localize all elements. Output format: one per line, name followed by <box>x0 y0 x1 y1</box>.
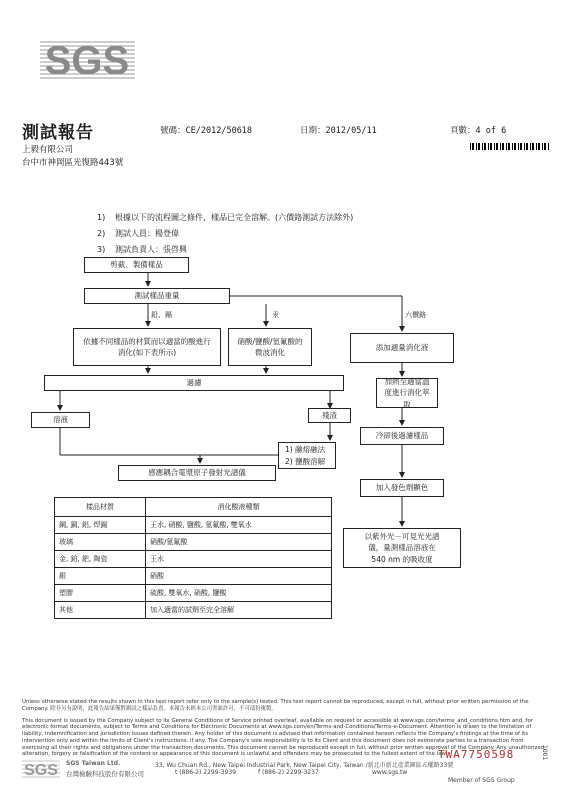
footer-company-en: SGS Taiwan Ltd. <box>66 760 121 767</box>
column-header: 樣品材質 <box>55 498 146 517</box>
table-header-row <box>55 498 332 517</box>
svg-text:SGS: SGS <box>24 762 58 778</box>
page-indicator: 頁數：4 of 6 <box>450 126 507 136</box>
footer-address: 33, Wu Chuan Rd., New Taipei Industrial Park, New Taipei City, Taiwan /新北市新北產業園區五權路33號 <box>155 762 454 769</box>
flow-step-residue: 殘渣 <box>308 408 351 423</box>
legal-disclaimer: Unless otherwise stated the results shown in this test report refer only to the sample(s) tested. This test report cannot be reproduced, except in full, without prior written permission of the Company. 除非另有說明，此報告結果僅對測試之樣品負責。本報告未經本公司書面許可，不可部份複製。 This document is issued by the Company subject to its General Conditions of Service printed overleaf, available on request or accessible at www.sgs.com/terms_and_conditions.htm and, for electronic format documents, subject to Terms and Conditions for Electronic Documents at www.sgs.com/en/Terms-and-Conditions/Terms-e-Document. Attention is drawn to the limitation of liability, indemnification and jurisdiction issues defined therein. Any holder of this document is advised that information contained hereon reflects the Company's findings at the time of its intervention only and within the limits of Client's instructions, if any. The Company's sole responsibility is to its Client and this document does not exonerate parties to a transaction from exercising all their rights and obligations under the transaction documents. This document cannot be reproduced except in full, without prior written approval of the Company. Any unauthorized alteration, forgery or falsification of the content or appearance of this document is unlawful and offenders may be prosecuted to the fullest extent of the law. <box>22 699 545 758</box>
svg-text:SGS: SGS <box>44 39 130 80</box>
digestion-acid-table <box>54 497 332 619</box>
client-address: 台中市神岡區光復路443號 <box>22 158 124 168</box>
table-row <box>55 602 332 619</box>
flow-step-solution: 溶液 <box>31 412 90 428</box>
table-row <box>55 551 332 568</box>
footer-website: www.sgs.tw <box>372 769 408 776</box>
note-item: 2) 測試人員：楊登偉 <box>97 229 179 238</box>
table-row <box>55 585 332 602</box>
table-cell: 金, 鉑, 鈀, 陶瓷 <box>55 551 146 568</box>
column-header: 消化酸液種類 <box>146 498 332 517</box>
table-cell: 塑膠 <box>55 585 146 602</box>
footer-fax: f (886-2) 2299-3237 <box>258 769 319 776</box>
note-item: 1) 根據以下的流程圖之條件，樣品已完全溶解。(六價鉻測試方法除外) <box>97 213 354 222</box>
flow-step-acid-digest: 依據不同樣品的材質而以適當的酸進行消化(如下表所示) <box>73 328 221 366</box>
report-date: 日期：2012/05/11 <box>300 126 377 136</box>
table-row <box>55 534 332 551</box>
table-cell: 硫酸, 雙氧水, 硝酸, 鹽酸 <box>146 585 332 602</box>
table-cell: 王水 <box>146 551 332 568</box>
table-cell: 其他 <box>55 602 146 619</box>
flow-step-filter: 過濾 <box>44 375 344 391</box>
branch-label-cr6: 六價鉻 <box>405 311 426 319</box>
flow-step-cr-uv: 以紫外光－可見光光譜 儀，量測樣品溶液在 540 nm 的吸收度 <box>343 528 461 568</box>
footer-phone: t (886-2) 2299-3939 <box>175 769 236 776</box>
branch-label-pb-cd: 鉛、鎘 <box>151 311 172 319</box>
flow-step-cr-add: 添加適量消化液 <box>350 333 454 363</box>
flow-step-cr-heat: 加熱至適當溫度進行消化萃取 <box>376 378 438 408</box>
table-cell: 鋼, 銅, 鋁, 焊錫 <box>55 517 146 534</box>
table-cell: 硝酸/氫氟酸 <box>146 534 332 551</box>
branch-label-hg: 汞 <box>272 311 279 319</box>
flow-step-icp: 感應耦合電漿原子發射光譜儀 <box>118 465 276 481</box>
table-cell: 硝酸 <box>146 568 332 585</box>
table-cell: 加入適當的試劑至完全溶解 <box>146 602 332 619</box>
flow-step-cr-color: 加入發色劑顯色 <box>360 479 444 497</box>
page-title: 測試報告 <box>22 123 94 143</box>
table-row <box>55 517 332 534</box>
serial-number: TWA7750598 <box>438 748 515 761</box>
note-item: 3) 測試負責人：張啓興 <box>97 245 187 254</box>
report-number: 號碼：CE/2012/50618 <box>160 126 253 136</box>
footer-member: Member of SGS Group <box>448 777 515 784</box>
side-code: 1001 <box>541 745 548 761</box>
flow-step-cut: 剪截、製備樣品 <box>84 257 189 273</box>
client-name: 上毅有限公司 <box>22 145 74 155</box>
sgs-footer-logo <box>22 758 60 778</box>
flow-step-cr-cool: 冷卻後過濾樣品 <box>360 427 444 445</box>
flow-step-weigh: 測試樣品重量 <box>84 288 230 304</box>
table-cell: 王水, 硝酸, 鹽酸, 氫氟酸, 雙氧水 <box>146 517 332 534</box>
table-cell: 銀 <box>55 568 146 585</box>
table-cell: 玻璃 <box>55 534 146 551</box>
footer-company-zh: 台灣檢驗科技股份有限公司 <box>66 770 144 778</box>
flow-step-residue-treatment: 1) 鹼熔融法 2) 鹽酸溶解 <box>278 442 336 469</box>
table-row <box>55 568 332 585</box>
flow-step-microwave-digest: 硝酸/鹽酸/氫氟酸的微波消化 <box>228 328 312 366</box>
